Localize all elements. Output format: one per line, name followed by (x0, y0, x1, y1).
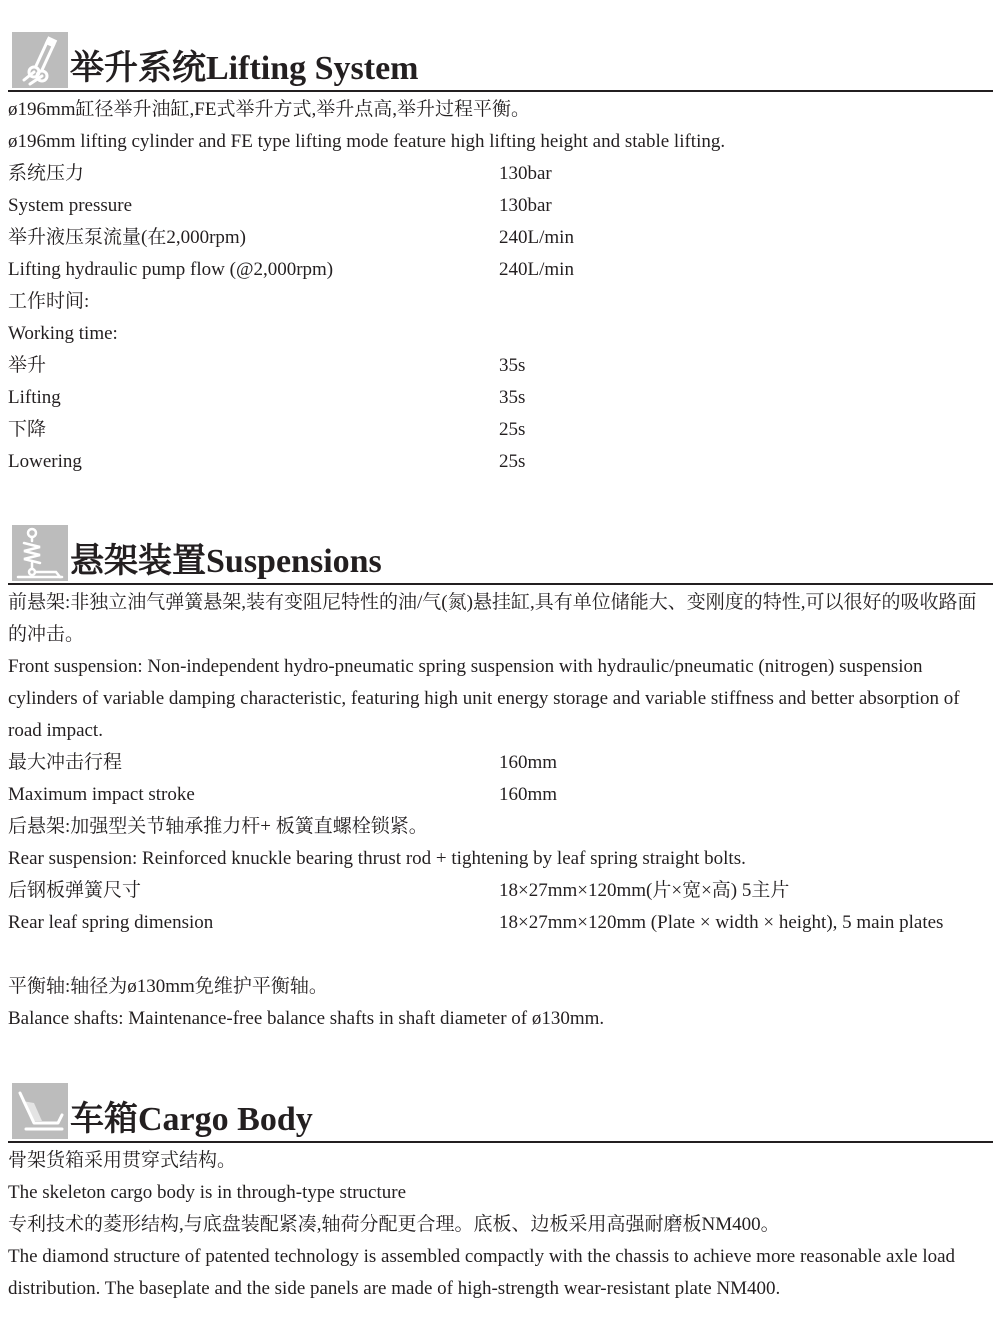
spec-label: 举升液压泵流量(在2,000rpm) (8, 227, 247, 248)
intro-en: ø196mm lifting cylinder and FE type lifting mode feature high lifting height and stable lifting. (8, 131, 726, 152)
spec-value: 240L/min (499, 259, 574, 280)
spec-row (8, 414, 993, 446)
cargo-line1-cn: 骨架货箱采用贯穿式结构。 (8, 1150, 237, 1171)
intro-cn: ø196mm缸径举升油缸,FE式举升方式,举升点高,举升过程平衡。 (8, 99, 530, 120)
spec-label: 工作时间: (8, 291, 90, 312)
spec-row (8, 382, 993, 414)
spec-value: 35s (499, 355, 526, 376)
cargo-line2-cn: 专利技术的菱形结构,与底盘装配紧凑,轴荷分配更合理。底板、边板采用高强耐磨板NM400。 (8, 1214, 780, 1235)
divider (8, 1141, 993, 1143)
front-suspension-en: Front suspension: Non-independent hydro-pneumatic spring suspension with hydraulic/pneumatic (nitrogen) suspension cylinders of variable damping characteristic, featuring high unit energy storage and variable stiffness and better absorption of road impact. (8, 656, 960, 741)
spec-value: 130bar (499, 195, 552, 216)
section-title: 车箱Cargo Body (70, 1101, 313, 1138)
spec-row (8, 286, 993, 318)
spec-label: 最大冲击行程 (8, 752, 123, 773)
section-title: 举升系统Lifting System (70, 50, 419, 87)
spec-value: 25s (499, 419, 526, 440)
rear-suspension-cn: 后悬架:加强型关节轴承推力杆+ 板簧直螺栓锁紧。 (8, 816, 428, 837)
spec-row (8, 907, 993, 939)
spec-label: 系统压力 (8, 163, 85, 184)
spec-value: 130bar (499, 163, 552, 184)
hydraulic-cylinder-icon (12, 32, 68, 88)
spec-label: System pressure (8, 195, 133, 216)
spec-label: 举升 (8, 355, 47, 376)
spec-row (8, 222, 993, 254)
dump-body-icon (12, 1083, 68, 1139)
spec-label: 下降 (8, 419, 47, 440)
spec-label: Rear leaf spring dimension (8, 912, 214, 933)
spec-value: 25s (499, 451, 526, 472)
spring-suspension-icon (12, 525, 68, 581)
spec-row (8, 158, 993, 190)
spec-row (8, 747, 993, 779)
spec-label: 后钢板弹簧尺寸 (8, 880, 142, 901)
section-title: 悬架装置Suspensions (70, 543, 382, 580)
spec-label: Lifting (8, 387, 61, 408)
spec-label: Lowering (8, 451, 82, 472)
cargo-line2-en: The diamond structure of patented technology is assembled compactly with the chassis to achieve more reasonable axle load distribution. The baseplate and the side panels are made of high-strength wear-resistant plate NM400. (8, 1246, 956, 1299)
spec-row (8, 350, 993, 382)
balance-shaft-cn: 平衡轴:轴径为ø130mm免维护平衡轴。 (8, 976, 328, 997)
spec-label: Working time: (8, 323, 118, 344)
front-suspension-cn: 前悬架:非独立油气弹簧悬架,装有变阻尼特性的油/气(氮)悬挂缸,具有单位储能大、变刚度的特性,可以很好的吸收路面的冲击。 (8, 592, 977, 645)
spec-value: 35s (499, 387, 526, 408)
spec-row (8, 318, 993, 350)
spec-row (8, 446, 993, 478)
spec-value: 160mm (499, 784, 558, 805)
spec-row (8, 190, 993, 222)
rear-suspension-en: Rear suspension: Reinforced knuckle bearing thrust rod + tightening by leaf spring straight bolts. (8, 848, 746, 869)
cargo-line1-en: The skeleton cargo body is in through-type structure (8, 1182, 407, 1203)
suspensions-section (0, 525, 1000, 1029)
spec-value: 18×27mm×120mm (Plate × width × height), 5 main plates (499, 912, 944, 933)
spec-value: 18×27mm×120mm(片×宽×高) 5主片 (499, 880, 790, 901)
divider (8, 90, 993, 92)
spec-value: 160mm (499, 752, 558, 773)
spec-row (8, 779, 993, 811)
spec-label: Lifting hydraulic pump flow (@2,000rpm) (8, 259, 334, 280)
divider (8, 583, 993, 585)
cargo-section (0, 1083, 1000, 1299)
lifting-section (0, 32, 1000, 472)
balance-shaft-en: Balance shafts: Maintenance-free balance shafts in shaft diameter of ø130mm. (8, 1008, 605, 1029)
spec-row (8, 254, 993, 286)
spec-label: Maximum impact stroke (8, 784, 195, 805)
spec-row (8, 875, 993, 907)
spec-value: 240L/min (499, 227, 574, 248)
